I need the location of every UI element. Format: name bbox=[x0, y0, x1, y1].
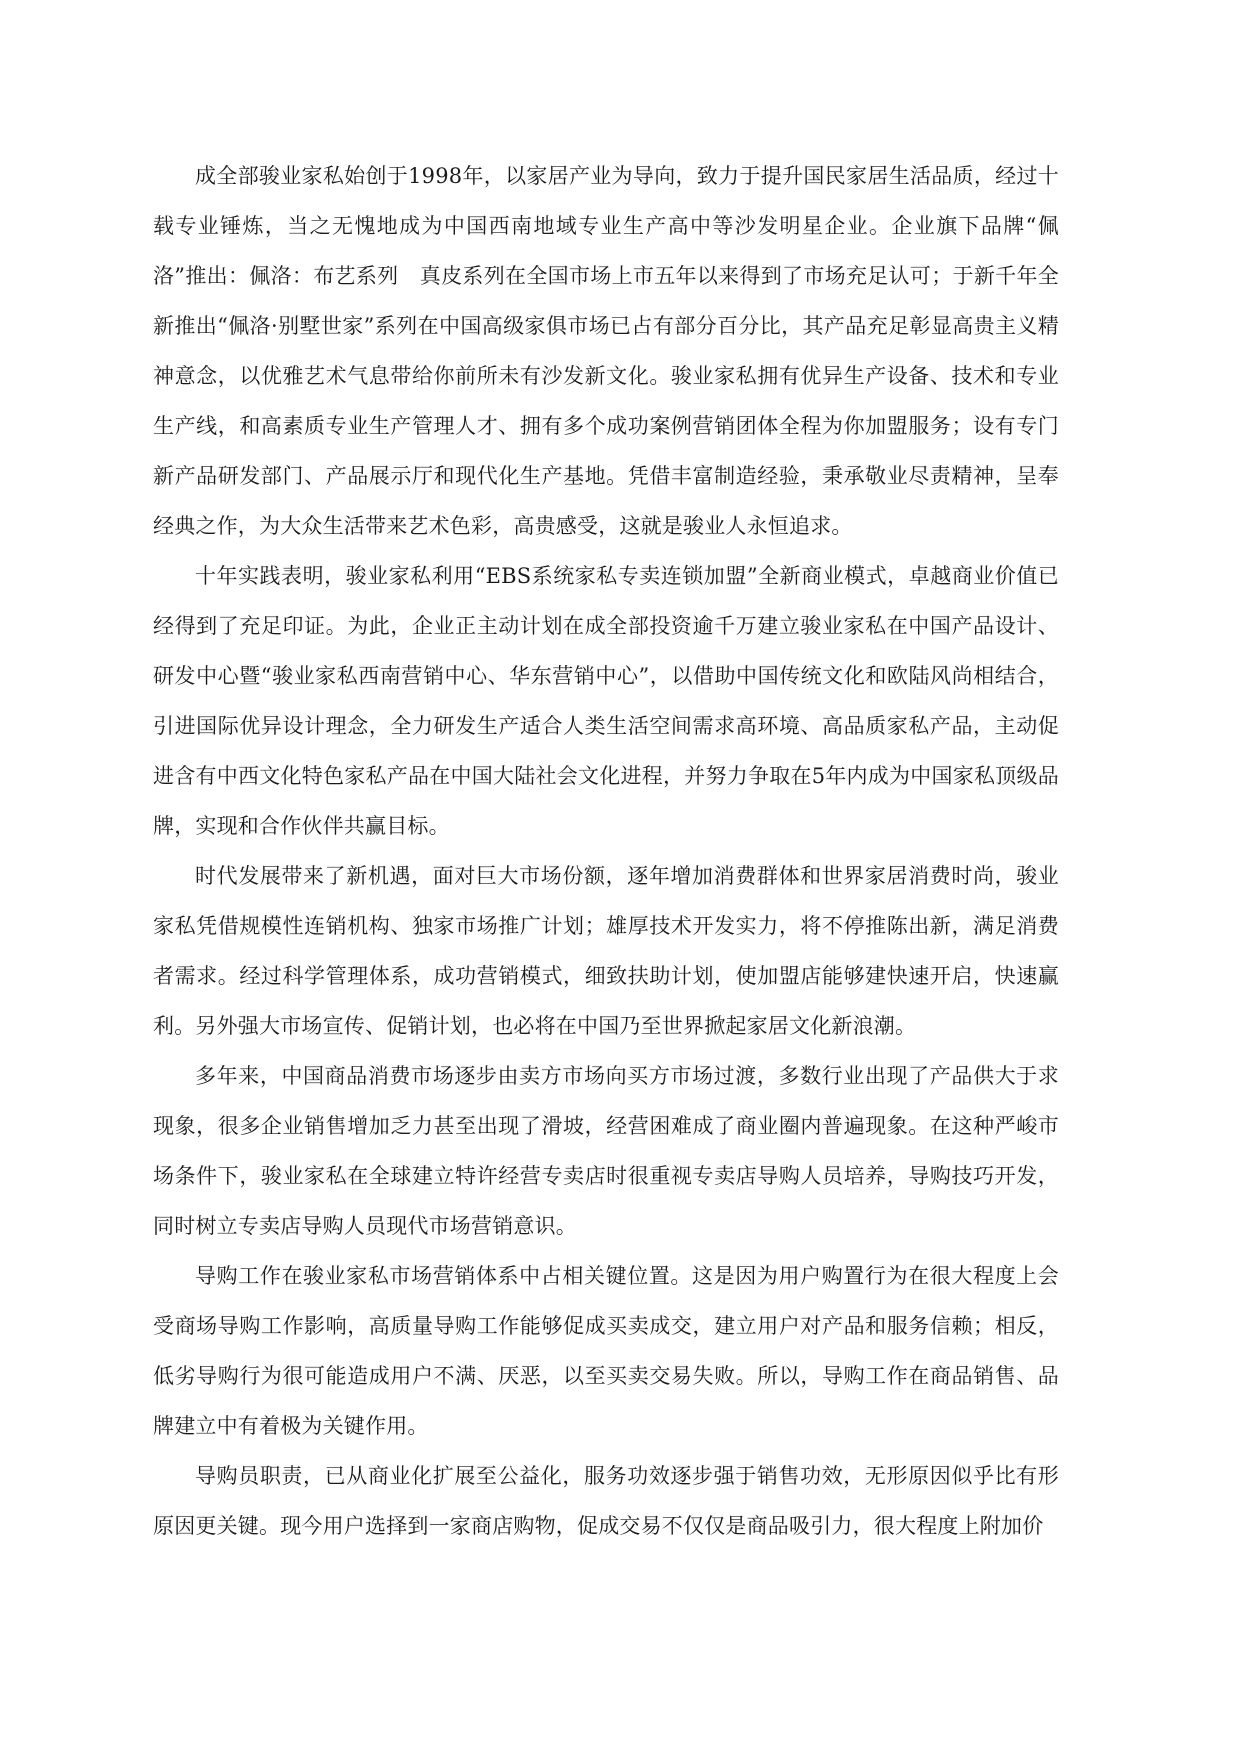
paragraph-market-shift: 多年来，中国商品消费市场逐步由卖方市场向买方市场过渡，多数行业出现了产品供大于求现象，很多企业销售增加乏力甚至出现了滑坡，经营困难成了商业圈内普遍现象。在这种严峻市场条件下，骏业家私在全球建立特许经营专卖店时很重视专卖店导购人员培养，导购技巧开发，同时树立专卖店导购人员现代市场营销意识。 bbox=[153, 1064, 1059, 1238]
paragraph-business-model: 十年实践表明，骏业家私利用“EBS系统家私专卖连锁加盟”全新商业模式，卓越商业价值已经得到了充足印证。为此，企业正主动计划在成全部投资逾千万建立骏业家私在中国产品设计、研发中心暨“骏业家私西南营销中心、华东营销中心”，以借助中国传统文化和欧陆风尚相结合，引进国际优异设计理念，全力研发生产适合人类生活空间需求高环境、高品质家私产品，主动促进含有中西文化特色家私产品在中国大陆社会文化进程，并努力争取在5年内成为中国家私顶级品牌，实现和合作伙伴共赢目标。 bbox=[153, 564, 1059, 838]
paragraph-sales-guide-role: 导购工作在骏业家私市场营销体系中占相关键位置。这是因为用户购置行为在很大程度上会受商场导购工作影响，高质量导购工作能够促成买卖成交，建立用户对产品和服务信赖；相反，低劣导购行为很可能造成用户不满、厌恶，以至买卖交易失败。所以，导购工作在商品销售、品牌建立中有着极为关键作用。 bbox=[153, 1264, 1059, 1438]
paragraph-guide-duty: 导购员职责，已从商业化扩展至公益化，服务功效逐步强于销售功效，无形原因似乎比有形原因更关键。现今用户选择到一家商店购物，促成交易不仅仅是商品吸引力，很大程度上附加价 bbox=[153, 1464, 1059, 1538]
document-body bbox=[153, 151, 1059, 1551]
paragraph-opportunity: 时代发展带来了新机遇，面对巨大市场份额，逐年增加消费群体和世界家居消费时尚，骏业家私凭借规模性连销机构、独家市场推广计划；雄厚技术开发实力，将不停推陈出新，满足消费者需求。经过科学管理体系，成功营销模式，细致扶助计划，使加盟店能够建快速开启，快速赢利。另外强大市场宣传、促销计划，也必将在中国乃至世界掀起家居文化新浪潮。 bbox=[153, 864, 1059, 1038]
paragraph-company-intro: 成全部骏业家私始创于1998年，以家居产业为导向，致力于提升国民家居生活品质，经过十载专业锤炼，当之无愧地成为中国西南地域专业生产高中等沙发明星企业。企业旗下品牌“佩洛”推出：佩洛：布艺系列 真皮系列在全国市场上市五年以来得到了市场充足认可；于新千年全新推出“佩洛·别墅世家”系列在中国高级家俱市场已占有部分百分比，其产品充足彰显高贵主义精神意念，以优雅艺术气息带给你前所未有沙发新文化。骏业家私拥有优异生产设备、技术和专业生产线，和高素质专业生产管理人才、拥有多个成功案例营销团体全程为你加盟服务；设有专门新产品研发部门、产品展示厅和现代化生产基地。凭借丰富制造经验，秉承敬业尽责精神，呈奉经典之作，为大众生活带来艺术色彩，高贵感受，这就是骏业人永恒追求。 bbox=[153, 164, 1059, 538]
